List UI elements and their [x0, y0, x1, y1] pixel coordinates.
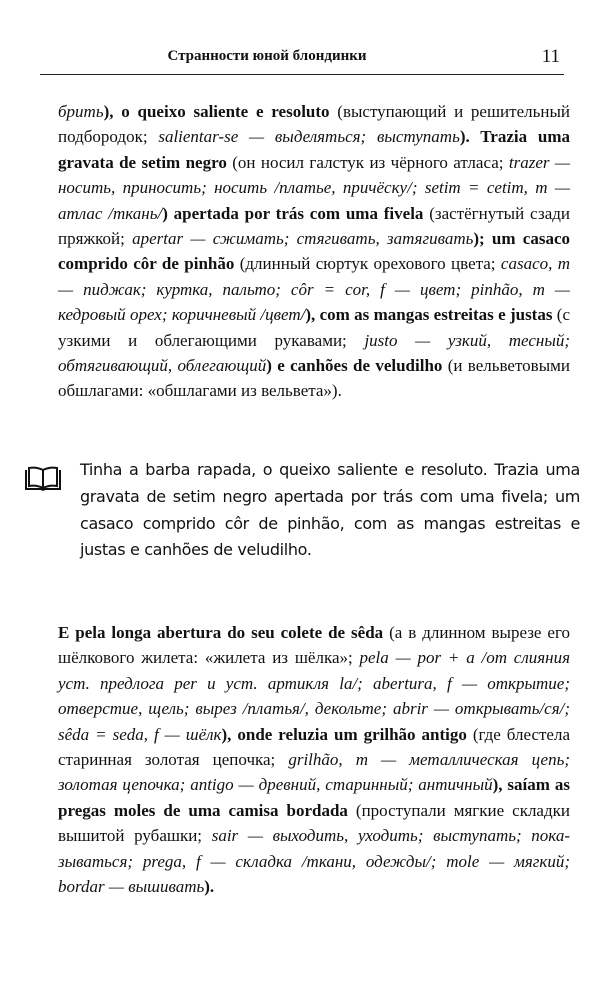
vocabulary-gloss: брить [58, 102, 104, 121]
portuguese-source-phrase: ), onde reluzia um grilhão antigo [221, 724, 467, 744]
russian-translation: (и вельветовыми обшлагами: «обшлагами из вельвета»). [58, 356, 570, 401]
open-book-icon [24, 466, 62, 492]
page-number: 11 [541, 46, 560, 67]
portuguese-source-phrase: ), o queixo saliente e resoluto [103, 102, 330, 121]
russian-translation: (длинный сюртук орехового цвета; [234, 254, 501, 274]
russian-translation: (проступали мягкие складки вышитой рубашки; [58, 800, 570, 846]
russian-translation: (с узкими и облегающими рукавами; [58, 305, 571, 350]
running-title: Странности юной блондинки [167, 48, 367, 64]
running-header [40, 44, 564, 75]
portuguese-source-phrase: E pela longa abertura do seu colete de sêda [58, 623, 384, 642]
vocabulary-gloss: apertar — сжимать; стягивать, затягивать [132, 229, 474, 249]
original-text-block: Tinha a barba rapada, o queixo saliente e resoluto. Trazia uma gravata de setim negro apertada por trás com uma fivela; um casaco comprido côr de pinhão, com as mangas estreitas e justas e canhões de veludilho. [80, 460, 580, 560]
portuguese-source-phrase: ), com as mangas estreitas e justas [305, 305, 553, 325]
vocabulary-gloss: grilhão, m — металлическая цепь; золотая цепочка; antigo — древний, старинный; античный [58, 750, 570, 795]
vocabulary-gloss: casaco, m — пиджак; куртка, пальто; côr = cor, f — цвет; pinhão, m — кедровый орех; коричневый /цвет/ [58, 254, 571, 325]
portuguese-source-phrase: ); um casaco comprido côr de pinhão [58, 229, 570, 274]
russian-translation: (застёгнутый сзади пряжкой; [58, 203, 570, 249]
russian-translation: (где блестела старинная золотая цепочка; [58, 724, 570, 770]
annotated-paragraph-1 [58, 99, 570, 404]
annotated-paragraph-2 [58, 620, 570, 899]
portuguese-source-phrase: ) e canhões de veludilho [266, 356, 443, 376]
vocabulary-gloss: pela — por + a /от слияния уст. предлога per и уст. артикля la/; abertura, f — открытие; отверстие, щель; вырез /платья/, декольте; abrir — открывать/ся/; sêda = seda, f — шёлк [58, 648, 570, 744]
portuguese-source-phrase: ). [204, 877, 215, 897]
vocabulary-gloss: sair — выходить, уходить; выступать; показываться; prega, f — складка /ткани, одежды/; mole — мягкий; bordar — вышивать [58, 826, 570, 897]
vocabulary-gloss: justo — узкий, тесный; обтягивающий, облегающий [58, 330, 570, 376]
vocabulary-gloss: salientar-se — выделяться; выступать [158, 127, 460, 147]
russian-translation: (выступающий и решительный подбородок; [58, 102, 570, 147]
russian-translation: (он носил галстук из чёрного атласа; [226, 152, 509, 172]
vocabulary-gloss: trazer — носить, приносить; носить /платье, причёску/; setim = cetim, m — атлас /ткань/ [58, 152, 570, 223]
russian-translation: (а в длинном вырезе его шёлкового жилета: «жилета из шёлка»; [58, 623, 570, 668]
portuguese-source-phrase: ) apertada por trás com uma fivela [162, 203, 424, 223]
portuguese-source-phrase: ), saíam as pregas moles de uma camisa bordada [58, 775, 570, 820]
portuguese-source-phrase: ). Trazia uma gravata de setim negro [58, 127, 570, 172]
